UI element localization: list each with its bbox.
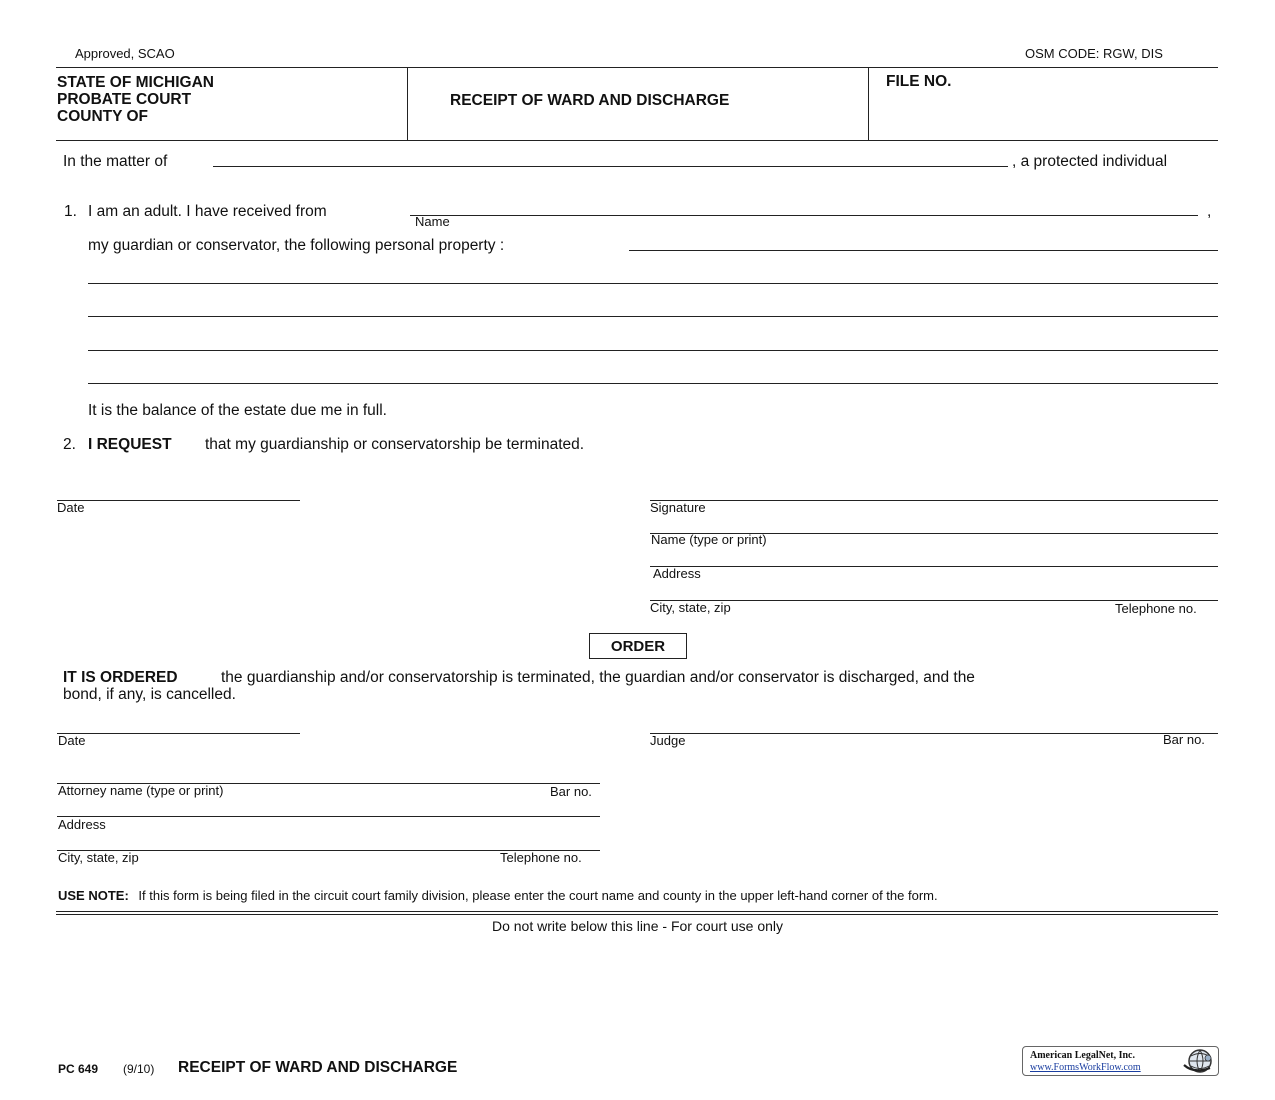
header-divider-right [868,67,869,140]
item1-number: 1. [64,203,77,220]
court-use-caption: Do not write below this line - For court use only [491,918,783,934]
item1-name-label: Name [415,214,450,229]
header-bottom-rule [56,140,1218,141]
court-use-rule-bottom [56,914,1218,915]
item2-number: 2. [63,436,76,453]
signature-field[interactable] [650,500,1218,501]
court-use-rule-top [56,911,1218,912]
sign-date-field[interactable] [57,500,300,501]
judge-label: Judge [650,733,686,748]
use-note-text: If this form is being filed in the circuit court family division, please enter the court name and county in the upper left-hand corner of the form. [138,888,938,903]
logo-url-link[interactable]: www.FormsWorkFlow.com [1030,1062,1141,1073]
item1-name-field[interactable] [410,215,1198,216]
order-text-line1: the guardianship and/or conservatorship is terminated, the guardian and/or conservator is discharged, and the [221,669,975,686]
property-line-3[interactable] [88,316,1218,317]
order-date-field[interactable] [57,733,300,734]
file-no-label: FILE NO. [886,73,952,90]
item1-comma: , [1207,203,1212,220]
order-text-line2: bond, if any, is cancelled. [63,686,236,703]
item2-text: that my guardianship or conservatorship be terminated. [205,436,585,453]
osm-code: OSM CODE: RGW, DIS [1025,46,1163,61]
address-field[interactable] [650,566,1218,567]
footer-form-no: PC 649 [58,1062,99,1076]
header-divider-left [407,67,408,140]
file-no-field[interactable] [990,72,1212,134]
signature-label: Signature [650,500,706,515]
header-top-rule [56,67,1218,68]
attorney-address-label: Address [58,817,106,832]
item1-balance-text: It is the balance of the estate due me in full. [88,402,387,419]
court-type: PROBATE COURT [57,91,192,108]
property-line-4[interactable] [88,350,1218,351]
logo-company-name: American LegalNet, Inc. [1030,1050,1135,1061]
court-block [57,74,214,125]
use-note-label: USE NOTE: [58,888,129,903]
matter-prefix: In the matter of [63,153,168,170]
property-line-2[interactable] [88,283,1218,284]
attorney-address-field[interactable] [57,816,600,817]
globe-icon [1180,1048,1216,1074]
item1-text: I am an adult. I have received from [88,203,327,220]
address-label: Address [653,566,701,581]
court-county: COUNTY OF [57,108,148,125]
use-note [58,888,938,903]
attorney-name-label: Attorney name (type or print) [58,783,224,798]
american-legalnet-logo[interactable] [1022,1046,1219,1076]
property-line-5[interactable] [88,383,1218,384]
sign-date-label: Date [57,500,85,515]
order-heading: ORDER [589,633,687,659]
attorney-telephone-label: Telephone no. [500,850,582,865]
city-label: City, state, zip [650,600,731,615]
judge-bar-no-label: Bar no. [1163,732,1205,747]
item2-bold: I REQUEST [88,436,172,453]
telephone-label: Telephone no. [1115,601,1197,616]
form-title: RECEIPT OF WARD AND DISCHARGE [450,92,730,109]
attorney-bar-no-label: Bar no. [550,784,592,799]
footer-revision: (9/10) [123,1062,155,1076]
footer-title: RECEIPT OF WARD AND DISCHARGE [178,1059,458,1076]
matter-name-field[interactable] [213,166,1008,167]
name-label: Name (type or print) [651,532,767,547]
order-date-label: Date [58,733,86,748]
order-bold: IT IS ORDERED [63,669,178,686]
matter-suffix: , a protected individual [1012,153,1168,170]
court-state: STATE OF MICHIGAN [57,74,214,91]
judge-field[interactable] [650,733,1218,734]
approved-caption: Approved, SCAO [75,46,175,61]
attorney-city-label: City, state, zip [58,850,139,865]
item1-property-text: my guardian or conservator, the following personal property : [88,237,505,254]
property-line-1[interactable] [629,250,1218,251]
